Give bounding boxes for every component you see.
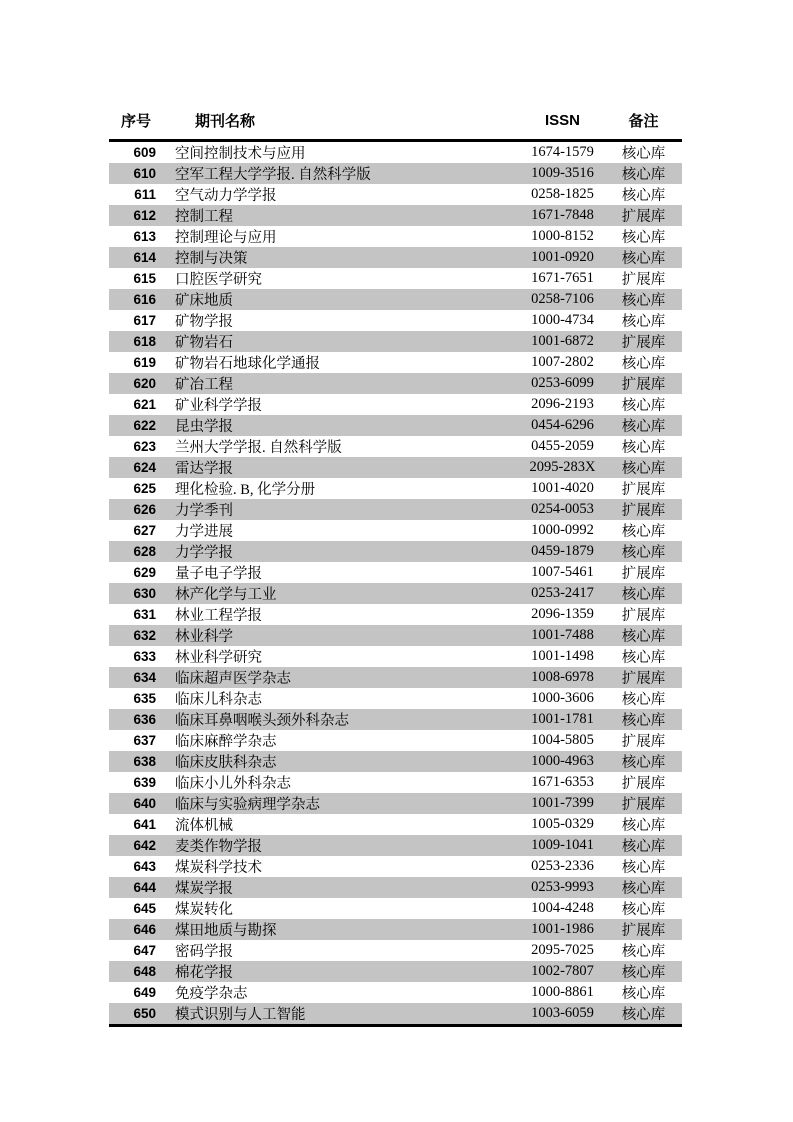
row-index: 631 <box>133 607 156 622</box>
table-row <box>109 835 682 856</box>
journal-name: 林业科学研究 <box>175 650 262 666</box>
journal-name: 理化检验. B, 化学分册 <box>175 482 316 498</box>
row-index: 609 <box>133 145 156 160</box>
row-index: 623 <box>133 439 156 454</box>
table-row <box>109 856 682 877</box>
table-row <box>109 373 682 394</box>
journal-note: 核心库 <box>621 839 666 855</box>
journal-issn: 2096-1359 <box>531 606 594 622</box>
journal-note: 核心库 <box>621 356 666 372</box>
journal-issn: 0253-2417 <box>531 585 594 601</box>
journal-name: 棉花学报 <box>175 965 233 981</box>
journal-note: 核心库 <box>621 545 666 561</box>
row-index: 634 <box>133 670 156 685</box>
row-index: 617 <box>133 313 156 328</box>
journal-name: 临床耳鼻咽喉头颈外科杂志 <box>175 713 349 729</box>
journal-name: 煤田地质与勘探 <box>175 923 277 939</box>
journal-issn: 1000-3606 <box>531 690 594 706</box>
journal-issn: 1000-8152 <box>531 228 594 244</box>
table-body <box>109 142 682 1027</box>
journal-note: 扩展库 <box>621 335 666 351</box>
row-index: 625 <box>133 481 156 496</box>
column-header-index: 序号 <box>120 113 151 130</box>
journal-issn: 0258-7106 <box>531 291 594 307</box>
journal-note: 扩展库 <box>621 272 666 288</box>
journal-note: 核心库 <box>621 461 666 477</box>
row-index: 641 <box>133 817 156 832</box>
journal-issn: 0253-2336 <box>531 858 594 874</box>
journal-name: 密码学报 <box>175 944 233 960</box>
journal-note: 核心库 <box>621 860 666 876</box>
journal-issn: 2095-283X <box>529 459 596 475</box>
journal-name: 空军工程大学学报. 自然科学版 <box>175 167 371 183</box>
journal-note: 核心库 <box>621 818 666 834</box>
journal-note: 核心库 <box>621 692 666 708</box>
journal-note: 核心库 <box>621 629 666 645</box>
table-row <box>109 940 682 961</box>
row-index: 644 <box>133 880 156 895</box>
journal-issn: 1007-2802 <box>531 354 594 370</box>
journal-note: 核心库 <box>621 986 666 1002</box>
journal-note: 核心库 <box>621 1007 666 1023</box>
table-row <box>109 772 682 793</box>
table-row <box>109 709 682 730</box>
table-row <box>109 142 682 163</box>
journal-name: 控制工程 <box>175 209 233 225</box>
table-row <box>109 877 682 898</box>
journal-issn: 1000-4734 <box>531 312 594 328</box>
journal-issn: 1000-4963 <box>531 753 594 769</box>
journal-issn: 1001-1781 <box>531 711 594 727</box>
table-row <box>109 478 682 499</box>
journal-note: 扩展库 <box>621 482 666 498</box>
table-row <box>109 625 682 646</box>
table-row <box>109 499 682 520</box>
journal-issn: 1001-7399 <box>531 795 594 811</box>
journal-issn: 0254-0053 <box>531 501 594 517</box>
column-header-issn: ISSN <box>544 112 580 129</box>
journal-issn: 1009-3516 <box>531 165 594 181</box>
journal-note: 扩展库 <box>621 923 666 939</box>
journal-note: 核心库 <box>621 146 666 162</box>
row-index: 621 <box>133 397 156 412</box>
journal-issn: 1003-6059 <box>531 1005 594 1021</box>
row-index: 639 <box>133 775 156 790</box>
table-row <box>109 205 682 226</box>
table-row <box>109 793 682 814</box>
journal-note: 核心库 <box>621 524 666 540</box>
row-index: 643 <box>133 859 156 874</box>
column-header-journal-name: 期刊名称 <box>195 113 256 130</box>
journal-name: 口腔医学研究 <box>175 272 262 288</box>
journal-name: 模式识别与人工智能 <box>175 1007 306 1023</box>
journal-issn: 0459-1879 <box>531 543 594 559</box>
row-index: 626 <box>133 502 156 517</box>
table-row <box>109 184 682 205</box>
journal-note: 扩展库 <box>621 377 666 393</box>
row-index: 624 <box>133 460 156 475</box>
journal-issn: 0454-6296 <box>531 417 594 433</box>
table-row <box>109 541 682 562</box>
table-row <box>109 1003 682 1024</box>
journal-note: 扩展库 <box>621 608 666 624</box>
journal-issn: 1004-5805 <box>531 732 594 748</box>
column-header-note: 备注 <box>628 113 659 130</box>
journal-name: 免疫学杂志 <box>175 986 248 1002</box>
journal-name: 力学季刊 <box>175 503 233 519</box>
journal-note: 核心库 <box>621 881 666 897</box>
journal-note: 扩展库 <box>621 776 666 792</box>
journal-name: 力学进展 <box>175 524 233 540</box>
journal-name: 控制与决策 <box>175 251 248 267</box>
journal-name: 临床超声医学杂志 <box>175 671 291 687</box>
journal-name: 量子电子学报 <box>175 566 262 582</box>
row-index: 649 <box>133 985 156 1000</box>
journal-name: 临床皮肤科杂志 <box>175 755 277 771</box>
journal-note: 核心库 <box>621 398 666 414</box>
journal-name: 矿业科学学报 <box>175 398 262 414</box>
row-index: 620 <box>133 376 156 391</box>
journal-name: 临床麻醉学杂志 <box>175 734 277 750</box>
row-index: 630 <box>133 586 156 601</box>
row-index: 650 <box>133 1006 156 1021</box>
row-index: 640 <box>133 796 156 811</box>
row-index: 612 <box>133 208 156 223</box>
journal-note: 核心库 <box>621 902 666 918</box>
journal-note: 扩展库 <box>621 734 666 750</box>
journal-issn: 0253-6099 <box>531 375 594 391</box>
row-index: 614 <box>133 250 156 265</box>
journal-note: 扩展库 <box>621 503 666 519</box>
journal-name: 昆虫学报 <box>175 419 233 435</box>
journal-name: 临床与实验病理学杂志 <box>175 797 320 813</box>
journal-name: 雷达学报 <box>175 461 233 477</box>
journal-note: 核心库 <box>621 944 666 960</box>
table-row <box>109 751 682 772</box>
journal-issn: 1000-0992 <box>531 522 594 538</box>
table-row <box>109 415 682 436</box>
journal-name: 空间控制技术与应用 <box>175 146 306 162</box>
journal-issn: 2095-7025 <box>531 942 594 958</box>
journal-issn: 1008-6978 <box>531 669 594 685</box>
journal-note: 扩展库 <box>621 566 666 582</box>
table-row <box>109 457 682 478</box>
row-index: 642 <box>133 838 156 853</box>
journal-note: 核心库 <box>621 167 666 183</box>
journal-note: 核心库 <box>621 314 666 330</box>
journal-name: 矿物岩石地球化学通报 <box>175 356 320 372</box>
row-index: 616 <box>133 292 156 307</box>
table-row <box>109 814 682 835</box>
row-index: 628 <box>133 544 156 559</box>
table-row <box>109 310 682 331</box>
row-index: 627 <box>133 523 156 538</box>
journal-issn: 1004-4248 <box>531 900 594 916</box>
table-row <box>109 520 682 541</box>
row-index: 611 <box>134 187 156 202</box>
journal-issn: 1001-6872 <box>531 333 594 349</box>
journal-issn: 1002-7807 <box>531 963 594 979</box>
row-index: 636 <box>133 712 156 727</box>
table-row <box>109 667 682 688</box>
journal-name: 林业工程学报 <box>175 608 262 624</box>
journal-name: 空气动力学学报 <box>175 188 277 204</box>
journal-name: 麦类作物学报 <box>175 839 262 855</box>
journal-name: 矿床地质 <box>175 293 233 309</box>
journal-issn: 1001-1498 <box>531 648 594 664</box>
table-header-row <box>109 102 682 142</box>
row-index: 632 <box>133 628 156 643</box>
journal-name: 林业科学 <box>175 629 233 645</box>
journal-name: 煤炭科学技术 <box>175 860 262 876</box>
table-row <box>109 730 682 751</box>
journal-issn: 1000-8861 <box>531 984 594 1000</box>
row-index: 622 <box>133 418 156 433</box>
journal-note: 扩展库 <box>621 209 666 225</box>
journal-issn: 0258-1825 <box>531 186 594 202</box>
table-row <box>109 583 682 604</box>
journal-note: 核心库 <box>621 419 666 435</box>
journal-issn: 1671-7848 <box>531 207 594 223</box>
row-index: 615 <box>133 271 156 286</box>
journal-name: 临床小儿外科杂志 <box>175 776 291 792</box>
table-row <box>109 268 682 289</box>
row-index: 646 <box>133 922 156 937</box>
journal-name: 林产化学与工业 <box>175 587 277 603</box>
journal-name: 流体机械 <box>175 818 233 834</box>
row-index: 645 <box>133 901 156 916</box>
row-index: 613 <box>133 229 156 244</box>
journal-note: 核心库 <box>621 440 666 456</box>
table-row <box>109 331 682 352</box>
journal-issn: 0455-2059 <box>531 438 594 454</box>
row-index: 638 <box>133 754 156 769</box>
journal-issn: 1001-4020 <box>531 480 594 496</box>
journal-note: 扩展库 <box>621 671 666 687</box>
row-index: 633 <box>133 649 156 664</box>
row-index: 619 <box>133 355 156 370</box>
journal-name: 矿物岩石 <box>175 335 233 351</box>
table-row <box>109 898 682 919</box>
table-row <box>109 394 682 415</box>
journal-issn: 1007-5461 <box>531 564 594 580</box>
journal-name: 煤炭转化 <box>175 902 233 918</box>
table-row <box>109 289 682 310</box>
row-index: 648 <box>133 964 156 979</box>
journal-note: 核心库 <box>621 965 666 981</box>
journal-table <box>109 102 682 1027</box>
journal-note: 核心库 <box>621 230 666 246</box>
journal-issn: 1001-7488 <box>531 627 594 643</box>
journal-name: 矿冶工程 <box>175 377 233 393</box>
row-index: 635 <box>133 691 156 706</box>
journal-name: 控制理论与应用 <box>175 230 277 246</box>
journal-issn: 1671-6353 <box>531 774 594 790</box>
row-index: 618 <box>133 334 156 349</box>
journal-note: 核心库 <box>621 293 666 309</box>
journal-issn: 0253-9993 <box>531 879 594 895</box>
row-index: 610 <box>133 166 156 181</box>
table-row <box>109 247 682 268</box>
table-row <box>109 646 682 667</box>
table-row <box>109 961 682 982</box>
journal-name: 矿物学报 <box>175 314 233 330</box>
journal-issn: 1005-0329 <box>531 816 594 832</box>
journal-name: 临床儿科杂志 <box>175 692 262 708</box>
journal-issn: 1674-1579 <box>531 144 594 160</box>
table-row <box>109 352 682 373</box>
row-index: 629 <box>133 565 156 580</box>
journal-name: 力学学报 <box>175 545 233 561</box>
journal-issn: 1671-7651 <box>531 270 594 286</box>
journal-note: 核心库 <box>621 755 666 771</box>
journal-note: 扩展库 <box>621 797 666 813</box>
journal-name: 煤炭学报 <box>175 881 233 897</box>
journal-note: 核心库 <box>621 188 666 204</box>
row-index: 637 <box>133 733 156 748</box>
table-row <box>109 562 682 583</box>
journal-note: 核心库 <box>621 587 666 603</box>
journal-issn: 1009-1041 <box>531 837 594 853</box>
table-row <box>109 163 682 184</box>
journal-note: 核心库 <box>621 251 666 267</box>
journal-issn: 1001-0920 <box>531 249 594 265</box>
table-row <box>109 604 682 625</box>
table-row <box>109 919 682 940</box>
journal-note: 核心库 <box>621 713 666 729</box>
journal-note: 核心库 <box>621 650 666 666</box>
journal-issn: 2096-2193 <box>531 396 594 412</box>
table-row <box>109 226 682 247</box>
table-row <box>109 436 682 457</box>
journal-name: 兰州大学学报. 自然科学版 <box>175 440 342 456</box>
journal-issn: 1001-1986 <box>531 921 594 937</box>
table-row <box>109 982 682 1003</box>
table-row <box>109 688 682 709</box>
row-index: 647 <box>133 943 156 958</box>
